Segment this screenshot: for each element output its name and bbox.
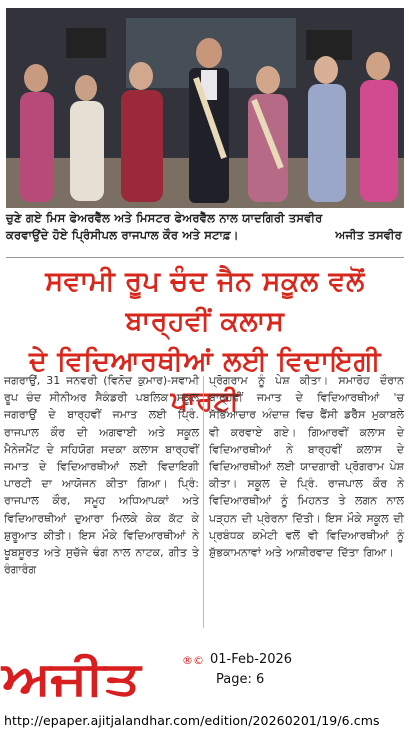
article-column-left: ਜਗਰਾਉਂ, 31 ਜਨਵਰੀ (ਵਿਨੋਦ ਕੁਮਾਰ)-ਸਵਾਮੀ ਰੂਪ ਚੰਦ ਸੀਨੀਅਰ ਸੈਕੰਡਰੀ ਪਬਲਿਕ ਸਕੂਲ ਜਗਰਾਉਂ ਦੇ ਬਾਰ੍ਹਵੀਂ ਜਮਾਤ ਲਈ ਪ੍ਰਿੰ. ਰਾਜਪਾਲ ਕੌਰ ਦੀ ਅਗਵਾਈ ਅਤੇ ਸਕੂਲ ਮੈਨੇਜਮੈਂਟ ਦੇ ਸਹਿਯੋਗ ਸਦਕਾ ਕਲਾਸ ਬਾਰ੍ਹਵੀਂ ਜਮਾਤ ਦੇ ਵਿਦਿਆਰਥੀਆਂ ਲਈ ਵਿਦਾਇਗੀ ਪਾਰਟੀ ਦਾ ਆਯੋਜਨ ਕੀਤਾ ਗਿਆ। ਪ੍ਰਿੰ: ਰਾਜਪਾਲ ਕੌਰ, ਸਮੂਹ ਅਧਿਆਪਕਾਂ ਅਤੇ ਵਿਦਿਆਰਥੀਆਂ ਦੁਆਰਾ ਮਿਲਕੇ ਕੇਕ ਕੱਟ ਕੇ ਸ਼ੁਰੂਆਤ ਕੀਤੀ। ਇਸ ਮੌਕੇ ਵਿਦਿਆਰਥੀਆਂ ਨੇ ਖੂਬਸੂਰਤ ਅਤੇ ਸੁਚੱਜੇ ਢੰਗ ਨਾਲ ਨਾਟਕ, ਗੀਤ ਤੇ ਰੰਗਾਰੰਗ xyxy=(4,374,199,577)
registered-mark: ®© xyxy=(182,654,204,667)
source-url[interactable]: http://epaper.ajitjalandhar.com/edition/20260201/19/6.cms xyxy=(4,713,380,728)
separator-line xyxy=(6,257,404,258)
photo-credit: ਅਜੀਤ ਤਸਵੀਰ xyxy=(335,228,402,242)
photo-caption xyxy=(6,210,404,244)
group-photo-illustration xyxy=(6,8,404,208)
caption-line-2: ਕਰਵਾਉਂਦੇ ਹੋਏ ਪ੍ਰਿੰਸੀਪਲ ਰਾਜਪਾਲ ਕੌਰ ਅਤੇ ਸਟਾਫ਼। xyxy=(6,228,239,242)
news-photo xyxy=(6,8,404,208)
column-divider xyxy=(203,376,204,628)
edition-date: 01-Feb-2026 xyxy=(210,652,293,667)
page-number: Page: 6 xyxy=(216,672,265,687)
headline-line-1: ਸਵਾਮੀ ਰੂਪ ਚੰਦ ਜੈਨ ਸਕੂਲ ਵਲੋਂ ਬਾਰ੍ਹਵੀਂ ਕਲਾਸ xyxy=(45,266,365,337)
headline-line-2: ਦੇ ਵਿਦਿਆਰਥੀਆਂ ਲਈ ਵਿਦਾਇਗੀ ਪਾਰਟੀ xyxy=(29,346,381,417)
logo-text: ਅਜੀਤ xyxy=(2,651,140,705)
newspaper-logo xyxy=(2,650,202,712)
caption-line-1: ਚੁਣੇ ਗਏ ਮਿਸ ਫੇਅਰਵੈੱਲ ਅਤੇ ਮਿਸਟਰ ਫੇਅਰਵੈੱਲ ਨਾਲ ਯਾਦਗਿਰੀ ਤਸਵੀਰ xyxy=(6,211,323,225)
article-column-right: ਪ੍ਰੋਗਰਾਮ ਨੂੰ ਪੇਸ਼ ਕੀਤਾ। ਸਮਾਰੋਹ ਦੌਰਾਨ ਬਾਰ੍ਹਵੀਂ ਜਮਾਤ ਦੇ ਵਿਦਿਆਰਥੀਆਂ 'ਚ ਸੱਭਿਆਚਾਰ ਅੰਦਾਜ਼ ਵਿਚ ਫੈਂਸੀ ਡਰੈੱਸ ਮੁਕਾਬਲੇ ਵੀ ਕਰਵਾਏ ਗਏ। ਗਿਆਰਵੀਂ ਕਲਾਸ ਦੇ ਵਿਦਿਆਰਥੀਆਂ ਨੇ ਬਾਰ੍ਹਵੀਂ ਕਲਾਸ ਦੇ ਵਿਦਿਆਰਥੀਆਂ ਲਈ ਯਾਦਗਾਰੀ ਪ੍ਰੋਗਰਾਮ ਪੇਸ਼ ਕੀਤਾ। ਸਕੂਲ ਦੇ ਪ੍ਰਿੰ. ਰਾਜਪਾਲ ਕੌਰ ਨੇ ਵਿਦਿਆਰਥੀਆਂ ਨੂੰ ਮਿਹਨਤ ਤੇ ਲਗਨ ਨਾਲ ਪੜ੍ਹਨ ਦੀ ਪ੍ਰੇਰਨਾ ਦਿੱਤੀ। ਇਸ ਮੌਕੇ ਸਕੂਲ ਦੀ ਪ੍ਰਬੰਧਕ ਕਮੇਟੀ ਵਲੋਂ ਵੀ ਵਿਦਿਆਰਥੀਆਂ ਨੂੰ ਸ਼ੁੱਭਕਾਮਨਾਵਾਂ ਅਤੇ ਆਸ਼ੀਰਵਾਦ ਦਿੱਤਾ ਗਿਆ। xyxy=(209,374,404,560)
